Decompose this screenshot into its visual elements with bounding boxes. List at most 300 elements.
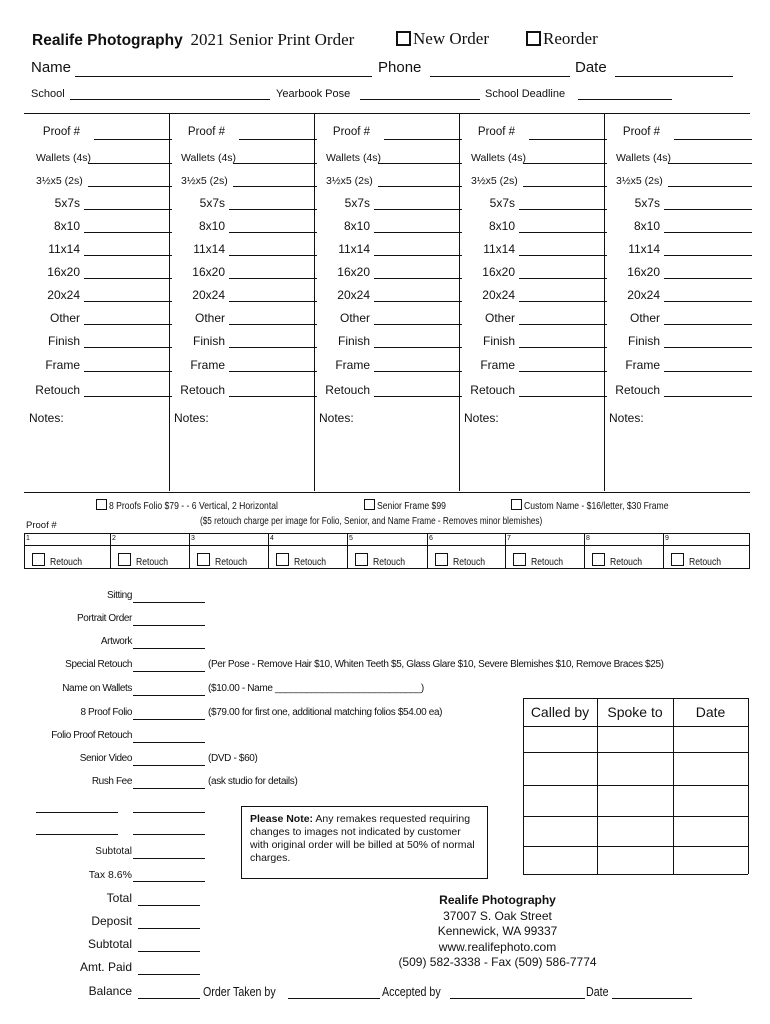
size-5x7-field[interactable] <box>519 209 607 210</box>
size-8x10-field[interactable] <box>519 232 607 233</box>
size-other-row <box>177 309 317 329</box>
small-prints-row <box>32 171 172 191</box>
fee-amount-field[interactable] <box>133 695 205 696</box>
finish-row <box>612 332 752 352</box>
frame-row <box>467 356 607 376</box>
frame-row <box>32 356 172 376</box>
deadline-field[interactable] <box>578 99 672 100</box>
small-prints-label: 3½x5 (2s) <box>326 175 373 187</box>
proof-number-field[interactable] <box>94 139 172 140</box>
size-other-row <box>612 309 752 329</box>
bottom-date-field[interactable] <box>612 998 692 999</box>
size-11x14-field[interactable] <box>664 255 752 256</box>
wallets-field[interactable] <box>668 163 752 164</box>
company-street: 37007 S. Oak Street <box>443 908 552 923</box>
form-subtitle: 2021 Senior Print Order <box>190 30 355 49</box>
retouch-checkbox[interactable] <box>32 553 45 566</box>
size-8x10-field[interactable] <box>84 232 172 233</box>
proof-slot-number: 5 <box>349 535 353 542</box>
wallets-label: Wallets (4s) <box>326 152 382 164</box>
called-by-header: Called by <box>530 704 590 720</box>
table-border <box>523 816 748 817</box>
retouch-label: Retouch <box>50 556 83 568</box>
proof-number-field[interactable] <box>384 139 462 140</box>
table-border <box>523 698 524 874</box>
wallets-field[interactable] <box>523 163 607 164</box>
fee-note: ($79.00 for first one, additional matching folios $54.00 ea) <box>208 707 443 718</box>
retouch-option[interactable] <box>355 553 412 568</box>
size-20x24-row <box>177 286 317 306</box>
size-5x7-row <box>322 194 462 214</box>
table-border <box>523 698 748 699</box>
size-8x10-label: 8x10 <box>198 219 225 233</box>
notes-label: Notes: <box>319 411 354 425</box>
proof-slot-number: 7 <box>507 535 511 542</box>
size-11x14-row <box>322 240 462 260</box>
retouch-row <box>612 381 752 401</box>
size-20x24-field[interactable] <box>374 301 462 302</box>
size-8x10-field[interactable] <box>374 232 462 233</box>
size-16x20-label: 16x20 <box>192 265 225 279</box>
school-label: School <box>31 88 65 100</box>
retouch-option[interactable] <box>197 553 254 568</box>
subtotal-field[interactable] <box>133 858 205 859</box>
size-8x10-field[interactable] <box>664 232 752 233</box>
size-5x7-label: 5x7s <box>199 196 225 210</box>
finish-label: Finish <box>192 334 225 348</box>
size-11x14-field[interactable] <box>84 255 172 256</box>
size-other-label: Other <box>629 311 660 325</box>
retouch-label: Retouch <box>615 383 660 397</box>
size-16x20-field[interactable] <box>84 278 172 279</box>
retouch-checkbox[interactable] <box>276 553 289 566</box>
size-5x7-field[interactable] <box>229 209 317 210</box>
grid-divider <box>584 533 585 569</box>
folio-checkbox[interactable] <box>96 499 107 510</box>
retouch-label: Retouch <box>531 556 564 568</box>
fee-note: (DVD - $60) <box>208 753 258 764</box>
grid-proof-label: Proof # <box>26 520 57 531</box>
fee-amount-field[interactable] <box>133 648 205 649</box>
finish-row <box>322 332 462 352</box>
new-order-option[interactable]: New Order <box>396 29 489 49</box>
tax-field[interactable] <box>133 881 205 882</box>
finish-row <box>467 332 607 352</box>
size-16x20-field[interactable] <box>664 278 752 279</box>
size-5x7-label: 5x7s <box>54 196 80 210</box>
finish-label: Finish <box>482 334 515 348</box>
frame-label: Frame <box>335 358 370 372</box>
fee-note: ($10.00 - Name ____________________________) <box>208 683 424 694</box>
wallets-label: Wallets (4s) <box>181 152 237 164</box>
custom-name-checkbox[interactable] <box>511 499 522 510</box>
retouch-field[interactable] <box>519 396 607 397</box>
fee-label: Name on Wallets <box>62 683 132 694</box>
grid-divider <box>110 533 111 569</box>
size-20x24-row <box>322 286 462 306</box>
senior-frame-option[interactable]: Senior Frame $99 <box>364 499 461 512</box>
folio-option[interactable]: 8 Proofs Folio $79 - - 6 Vertical, 2 Horizontal <box>96 499 315 512</box>
small-prints-row <box>177 171 317 191</box>
size-16x20-field[interactable] <box>229 278 317 279</box>
small-prints-field[interactable] <box>523 186 607 187</box>
size-5x7-field[interactable] <box>84 209 172 210</box>
finish-field[interactable] <box>374 347 462 348</box>
size-11x14-label: 11x14 <box>338 242 370 256</box>
senior-frame-checkbox[interactable] <box>364 499 375 510</box>
brand-name: Realife Photography <box>32 32 183 49</box>
fee-note: (ask studio for details) <box>208 776 298 787</box>
total-field[interactable] <box>138 905 200 906</box>
frame-label: Frame <box>45 358 80 372</box>
frame-field[interactable] <box>664 371 752 372</box>
retouch-checkbox[interactable] <box>355 553 368 566</box>
deposit-label: Deposit <box>91 914 132 928</box>
retouch-option[interactable] <box>513 553 570 568</box>
size-16x20-row <box>612 263 752 283</box>
wallets-row <box>467 148 607 168</box>
retouch-checkbox[interactable] <box>671 553 684 566</box>
size-11x14-label: 11x14 <box>628 242 660 256</box>
fee-label: Artwork <box>100 636 132 647</box>
table-border <box>523 752 748 753</box>
retouch-label: Retouch <box>470 383 515 397</box>
finish-label: Finish <box>337 334 370 348</box>
deposit-field[interactable] <box>138 928 200 929</box>
size-other-label: Other <box>194 311 225 325</box>
name-label: Name <box>31 59 72 76</box>
table-border <box>523 726 748 727</box>
amt-paid-field[interactable] <box>138 974 200 975</box>
retouch-label: Retouch <box>325 383 370 397</box>
retouch-label: Retouch <box>373 556 406 568</box>
retouch-checkbox[interactable] <box>592 553 605 566</box>
extra-item-field[interactable] <box>36 834 118 835</box>
extra-amount-field[interactable] <box>133 812 205 813</box>
size-20x24-label: 20x24 <box>627 288 660 302</box>
proof-slot-number: 2 <box>112 535 116 542</box>
small-prints-label: 3½x5 (2s) <box>616 175 663 187</box>
retouch-charge-note: ($5 retouch charge per image for Folio, Senior, and Name Frame - Removes minor blemishes) <box>200 516 543 527</box>
proof-number-field[interactable] <box>239 139 317 140</box>
proof-number-row <box>322 124 462 144</box>
grid-divider <box>268 533 269 569</box>
small-prints-label: 3½x5 (2s) <box>471 175 518 187</box>
small-prints-row <box>467 171 607 191</box>
proof-slot-number: 9 <box>665 535 669 542</box>
reorder-checkbox[interactable] <box>526 31 541 46</box>
fee-amount-field[interactable] <box>133 671 205 672</box>
size-11x14-field[interactable] <box>519 255 607 256</box>
fee-amount-field[interactable] <box>133 788 205 789</box>
company-name: Realife Photography <box>439 893 556 907</box>
table-border <box>748 698 749 874</box>
order-taken-field[interactable] <box>288 998 380 999</box>
size-8x10-row <box>177 217 317 237</box>
wallets-row <box>32 148 172 168</box>
frame-field[interactable] <box>229 371 317 372</box>
proof-slot-number: 4 <box>270 535 274 542</box>
date-field[interactable] <box>615 76 733 77</box>
school-field[interactable] <box>70 99 270 100</box>
size-11x14-label: 11x14 <box>483 242 515 256</box>
size-20x24-field[interactable] <box>229 301 317 302</box>
size-16x20-field[interactable] <box>519 278 607 279</box>
size-20x24-label: 20x24 <box>192 288 225 302</box>
spoke-to-header: Spoke to <box>607 704 663 720</box>
grid-divider <box>24 545 750 546</box>
size-5x7-label: 5x7s <box>489 196 515 210</box>
size-20x24-row <box>612 286 752 306</box>
wallets-field[interactable] <box>233 163 317 164</box>
retouch-row <box>322 381 462 401</box>
bottom-date-label: Date <box>586 984 609 999</box>
accepted-field[interactable] <box>450 998 585 999</box>
table-border <box>523 874 748 875</box>
retouch-label: Retouch <box>180 383 225 397</box>
size-5x7-field[interactable] <box>664 209 752 210</box>
frame-label: Frame <box>190 358 225 372</box>
wallets-field[interactable] <box>88 163 172 164</box>
frame-row <box>177 356 317 376</box>
proof-number-row <box>32 124 172 144</box>
size-other-label: Other <box>484 311 515 325</box>
reorder-option[interactable]: Reorder <box>526 29 598 49</box>
retouch-option[interactable] <box>276 553 333 568</box>
fee-amount-field[interactable] <box>133 719 205 720</box>
frame-row <box>322 356 462 376</box>
table-border <box>523 785 748 786</box>
small-prints-field[interactable] <box>233 186 317 187</box>
size-8x10-label: 8x10 <box>343 219 370 233</box>
retouch-field[interactable] <box>229 396 317 397</box>
small-prints-row <box>322 171 462 191</box>
proof-number-label: Proof # <box>187 126 225 138</box>
note-text: Any remakes requested requiring changes to images not indicated by customer with original order will be billed at 50% of normal charges. <box>250 813 475 864</box>
retouch-field[interactable] <box>374 396 462 397</box>
date-label: Date <box>575 59 607 76</box>
total-label: Total <box>106 891 132 905</box>
proof-slot-number: 6 <box>429 535 433 542</box>
finish-field[interactable] <box>519 347 607 348</box>
retouch-checkbox[interactable] <box>197 553 210 566</box>
grid-divider <box>663 533 664 569</box>
yearbook-field[interactable] <box>360 99 480 100</box>
wallets-row <box>612 148 752 168</box>
size-5x7-label: 5x7s <box>634 196 660 210</box>
size-20x24-label: 20x24 <box>482 288 515 302</box>
frame-label: Frame <box>480 358 515 372</box>
finish-row <box>32 332 172 352</box>
proof-slot-number: 3 <box>191 535 195 542</box>
retouch-option[interactable] <box>671 553 728 568</box>
retouch-field[interactable] <box>84 396 172 397</box>
proof-number-label: Proof # <box>332 126 370 138</box>
proof-number-field[interactable] <box>674 139 752 140</box>
size-11x14-row <box>177 240 317 260</box>
wallets-label: Wallets (4s) <box>616 152 672 164</box>
proof-number-label: Proof # <box>42 126 80 138</box>
retouch-option[interactable] <box>435 553 492 568</box>
size-5x7-field[interactable] <box>374 209 462 210</box>
size-other-field[interactable] <box>664 324 752 325</box>
size-11x14-field[interactable] <box>374 255 462 256</box>
finish-field[interactable] <box>229 347 317 348</box>
phone-label: Phone <box>378 59 422 76</box>
fee-amount-field[interactable] <box>133 765 205 766</box>
wallets-row <box>177 148 317 168</box>
notes-label: Notes: <box>29 411 64 425</box>
size-8x10-row <box>322 217 462 237</box>
size-16x20-row <box>32 263 172 283</box>
extra-amount-field[interactable] <box>133 834 205 835</box>
subtotal2-label: Subtotal <box>87 937 132 951</box>
retouch-label: Retouch <box>136 556 169 568</box>
size-5x7-row <box>32 194 172 214</box>
size-20x24-row <box>467 286 607 306</box>
size-16x20-label: 16x20 <box>47 265 80 279</box>
size-5x7-label: 5x7s <box>344 196 370 210</box>
notes-label: Notes: <box>174 411 209 425</box>
small-prints-label: 3½x5 (2s) <box>181 175 228 187</box>
size-20x24-field[interactable] <box>84 301 172 302</box>
table-border <box>523 846 748 847</box>
retouch-row <box>32 381 172 401</box>
wallets-field[interactable] <box>378 163 462 164</box>
retouch-field[interactable] <box>664 396 752 397</box>
size-11x14-label: 11x14 <box>193 242 225 256</box>
size-20x24-label: 20x24 <box>337 288 370 302</box>
company-phone: (509) 582-3338 - Fax (509) 586-7774 <box>398 955 597 969</box>
size-16x20-label: 16x20 <box>482 265 515 279</box>
size-8x10-field[interactable] <box>229 232 317 233</box>
size-20x24-field[interactable] <box>664 301 752 302</box>
wallets-label: Wallets (4s) <box>471 152 527 164</box>
frame-field[interactable] <box>84 371 172 372</box>
size-11x14-row <box>467 240 607 260</box>
size-5x7-row <box>467 194 607 214</box>
balance-field[interactable] <box>138 998 200 999</box>
note-heading: Please Note: <box>250 813 314 825</box>
finish-field[interactable] <box>84 347 172 348</box>
frame-field[interactable] <box>519 371 607 372</box>
fee-amount-field[interactable] <box>133 625 205 626</box>
size-8x10-label: 8x10 <box>53 219 80 233</box>
fee-amount-field[interactable] <box>133 602 205 603</box>
size-16x20-row <box>322 263 462 283</box>
size-11x14-row <box>32 240 172 260</box>
call-log-table <box>523 698 748 874</box>
phone-field[interactable] <box>430 76 570 77</box>
extra-item-field[interactable] <box>36 812 118 813</box>
retouch-checkbox[interactable] <box>118 553 131 566</box>
retouch-checkbox[interactable] <box>513 553 526 566</box>
retouch-option[interactable] <box>118 553 175 568</box>
retouch-checkbox[interactable] <box>435 553 448 566</box>
size-16x20-field[interactable] <box>374 278 462 279</box>
grid-divider <box>189 533 190 569</box>
retouch-option[interactable] <box>592 553 649 568</box>
fee-label: Special Retouch <box>65 659 132 670</box>
finish-label: Finish <box>47 334 80 348</box>
small-prints-field[interactable] <box>378 186 462 187</box>
name-field[interactable] <box>75 76 372 77</box>
fee-label: Senior Video <box>79 753 132 764</box>
fee-note: (Per Pose - Remove Hair $10, Whiten Teeth $5, Glass Glare $10, Severe Blemishes $10, Remove Braces $25) <box>208 659 664 670</box>
fee-amount-field[interactable] <box>133 742 205 743</box>
company-website: www.realifephoto.com <box>438 939 557 954</box>
frame-field[interactable] <box>374 371 462 372</box>
size-other-field[interactable] <box>84 324 172 325</box>
new-order-checkbox[interactable] <box>396 31 411 46</box>
retouch-label: Retouch <box>215 556 248 568</box>
table-border <box>673 698 674 874</box>
finish-row <box>177 332 317 352</box>
size-11x14-row <box>612 240 752 260</box>
wallets-row <box>322 148 462 168</box>
fee-label: Folio Proof Retouch <box>51 730 132 741</box>
size-20x24-field[interactable] <box>519 301 607 302</box>
size-other-row <box>467 309 607 329</box>
call-date-header: Date <box>695 704 726 720</box>
size-other-field[interactable] <box>519 324 607 325</box>
fee-label: Rush Fee <box>91 776 132 787</box>
tax-label: Tax 8.6% <box>88 869 132 881</box>
retouch-option[interactable] <box>32 553 89 568</box>
fee-label: Portrait Order <box>77 613 132 624</box>
grid-divider <box>505 533 506 569</box>
size-8x10-label: 8x10 <box>488 219 515 233</box>
proof-number-row <box>612 124 752 144</box>
small-prints-field[interactable] <box>668 186 752 187</box>
grid-divider <box>347 533 348 569</box>
proof-number-label: Proof # <box>622 126 660 138</box>
notes-label: Notes: <box>609 411 644 425</box>
size-8x10-row <box>612 217 752 237</box>
form-title <box>32 30 354 50</box>
size-8x10-row <box>467 217 607 237</box>
size-20x24-row <box>32 286 172 306</box>
remake-note <box>241 806 488 879</box>
size-20x24-label: 20x24 <box>47 288 80 302</box>
proof-number-field[interactable] <box>529 139 607 140</box>
small-prints-field[interactable] <box>88 186 172 187</box>
subtotal2-field[interactable] <box>138 951 200 952</box>
size-5x7-row <box>177 194 317 214</box>
table-border <box>597 698 598 874</box>
size-other-row <box>322 309 462 329</box>
custom-name-option[interactable]: Custom Name - $16/letter, $30 Frame <box>511 499 700 512</box>
yearbook-label: Yearbook Pose <box>276 88 351 100</box>
size-16x20-row <box>467 263 607 283</box>
size-16x20-label: 16x20 <box>337 265 370 279</box>
size-8x10-label: 8x10 <box>633 219 660 233</box>
size-other-field[interactable] <box>374 324 462 325</box>
small-prints-label: 3½x5 (2s) <box>36 175 83 187</box>
finish-label: Finish <box>627 334 660 348</box>
accepted-label: Accepted by <box>382 984 441 999</box>
order-taken-label: Order Taken by <box>203 984 276 999</box>
grid-divider <box>427 533 428 569</box>
size-other-field[interactable] <box>229 324 317 325</box>
size-8x10-row <box>32 217 172 237</box>
company-info <box>390 893 605 971</box>
finish-field[interactable] <box>664 347 752 348</box>
fee-label: Sitting <box>107 590 132 601</box>
company-city: Kennewick, WA 99337 <box>437 924 558 938</box>
size-11x14-field[interactable] <box>229 255 317 256</box>
proof-slot-number: 8 <box>586 535 590 542</box>
